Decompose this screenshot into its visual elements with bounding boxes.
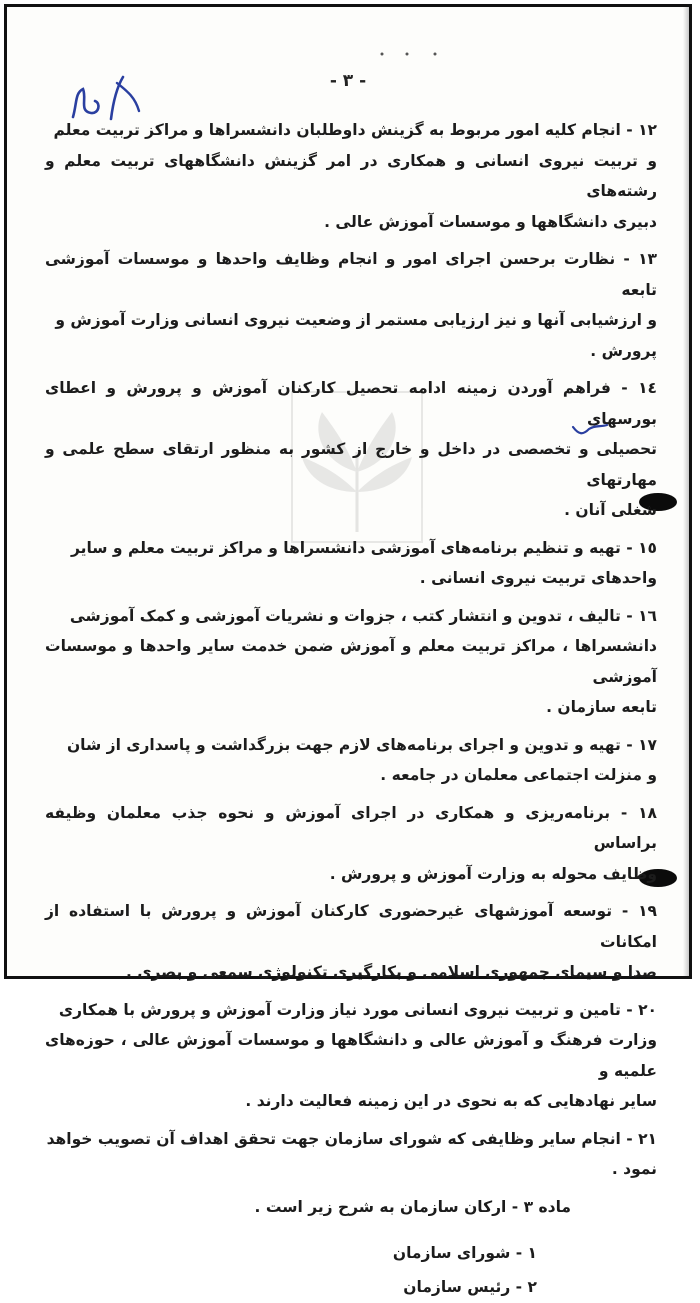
list-item — [45, 373, 657, 526]
page-number: - ٣ - — [329, 71, 367, 91]
item-line: صدا و سیمای جمهوری اسلامی و بکارگیری تکنولوژی سمعی و بصری . — [126, 963, 657, 981]
sub-item: ٢ - رئیس سازمان — [403, 1278, 537, 1296]
list-item — [45, 533, 657, 594]
item-line: دانشسراها ، مراکز تربیت معلم و آموزش ضمن خدمت سایر واحدها و موسسات آموزشی — [45, 637, 657, 686]
scan-dots — [377, 49, 457, 59]
list-item — [45, 244, 657, 366]
item-line: ١٥ - تهیه و تنظیم برنامه‌های آموزشی دانشسراها و مراکز تربیت معلم و سایر — [71, 538, 657, 557]
item-line: سایر نهادهایی که به نحوی در این زمینه فعالیت دارند . — [245, 1092, 657, 1110]
list-item — [45, 1124, 657, 1185]
item-line: شغلی آنان . — [564, 501, 657, 519]
item-line: ١٤ - فراهم آوردن زمینه ادامه تحصیل کارکنان آموزش و پرورش و اعطای بورسهای — [45, 379, 657, 428]
item-line: دبیری دانشگاهها و موسسات آموزش عالی . — [324, 212, 657, 231]
list-item — [45, 730, 657, 791]
item-line: ٢١ - انجام سایر وظایفی که شورای سازمان جهت تحقق اهداف آن تصویب خواهد — [46, 1129, 657, 1148]
item-line: ١٨ - برنامه‌ریزی و همکاری در اجرای آموزش و نحوه جذب معلمان وظیفه براساس — [45, 803, 657, 852]
list-item — [45, 896, 657, 988]
article-heading: ماده ٣ - ارکان سازمان به شرح زیر است . — [254, 1197, 571, 1216]
item-line: واحدهای تربیت نیروی انسانی . — [419, 569, 657, 587]
item-line: تحصیلی و تخصصی در داخل و خارج از کشور به منظور ارتقای سطح علمی و مهارتهای — [45, 440, 657, 489]
item-line: وزارت فرهنگ و آموزش عالی و دانشگاهها و موسسات آموزش عالی ، حوزه‌های علمیه و — [45, 1031, 657, 1080]
document-body — [45, 115, 657, 1303]
item-line: و ارزشیابی آنها و نیز ارزیابی مستمر از وضعیت نیروی انسانی وزارت آموزش و پرورش . — [55, 311, 657, 360]
sub-item: ١ - شورای سازمان — [392, 1243, 537, 1262]
item-line: و تربیت نیروی انسانی و همکاری در امر گزینش دانشگاههای تربیت معلم و رشته‌های — [45, 151, 657, 200]
list-item — [45, 798, 657, 890]
item-line: تابعه سازمان . — [546, 698, 657, 716]
item-line: ١٣ - نظارت برحسن اجرای امور و انجام وظایف واحدها و موسسات آموزشی تابعه — [45, 250, 657, 299]
list-item — [45, 601, 657, 723]
item-line: و منزلت اجتماعی معلمان در جامعه . — [380, 766, 657, 784]
document-page — [4, 4, 692, 1296]
item-line: نمود . — [611, 1160, 657, 1178]
list-item — [45, 115, 657, 237]
item-line: ١٩ - توسعه آموزشهای غیرحضوری کارکنان آموزش و پرورش با استفاده از امکانات — [45, 902, 657, 951]
page-edge-shadow — [683, 7, 689, 976]
list-item — [45, 995, 657, 1117]
item-line: وظایف محوله به وزارت آموزش و پرورش . — [329, 864, 657, 883]
item-line: ١٢ - انجام کلیه امور مربوط به گزینش داوطلبان دانشسراها و مراکز تربیت معلم — [53, 121, 657, 139]
item-line: ١٦ - تالیف ، تدوین و انتشار کتب ، جزوات و نشریات آموزشی و کمک آموزشی — [69, 606, 657, 625]
item-line: ٢٠ - تامین و تربیت نیروی انسانی مورد نیاز وزارت آموزش و پرورش با همکاری — [58, 1000, 657, 1019]
item-line: ١٧ - تهیه و تدوین و اجرای برنامه‌های لازم جهت بزرگداشت و پاسداری از شان — [66, 735, 657, 754]
